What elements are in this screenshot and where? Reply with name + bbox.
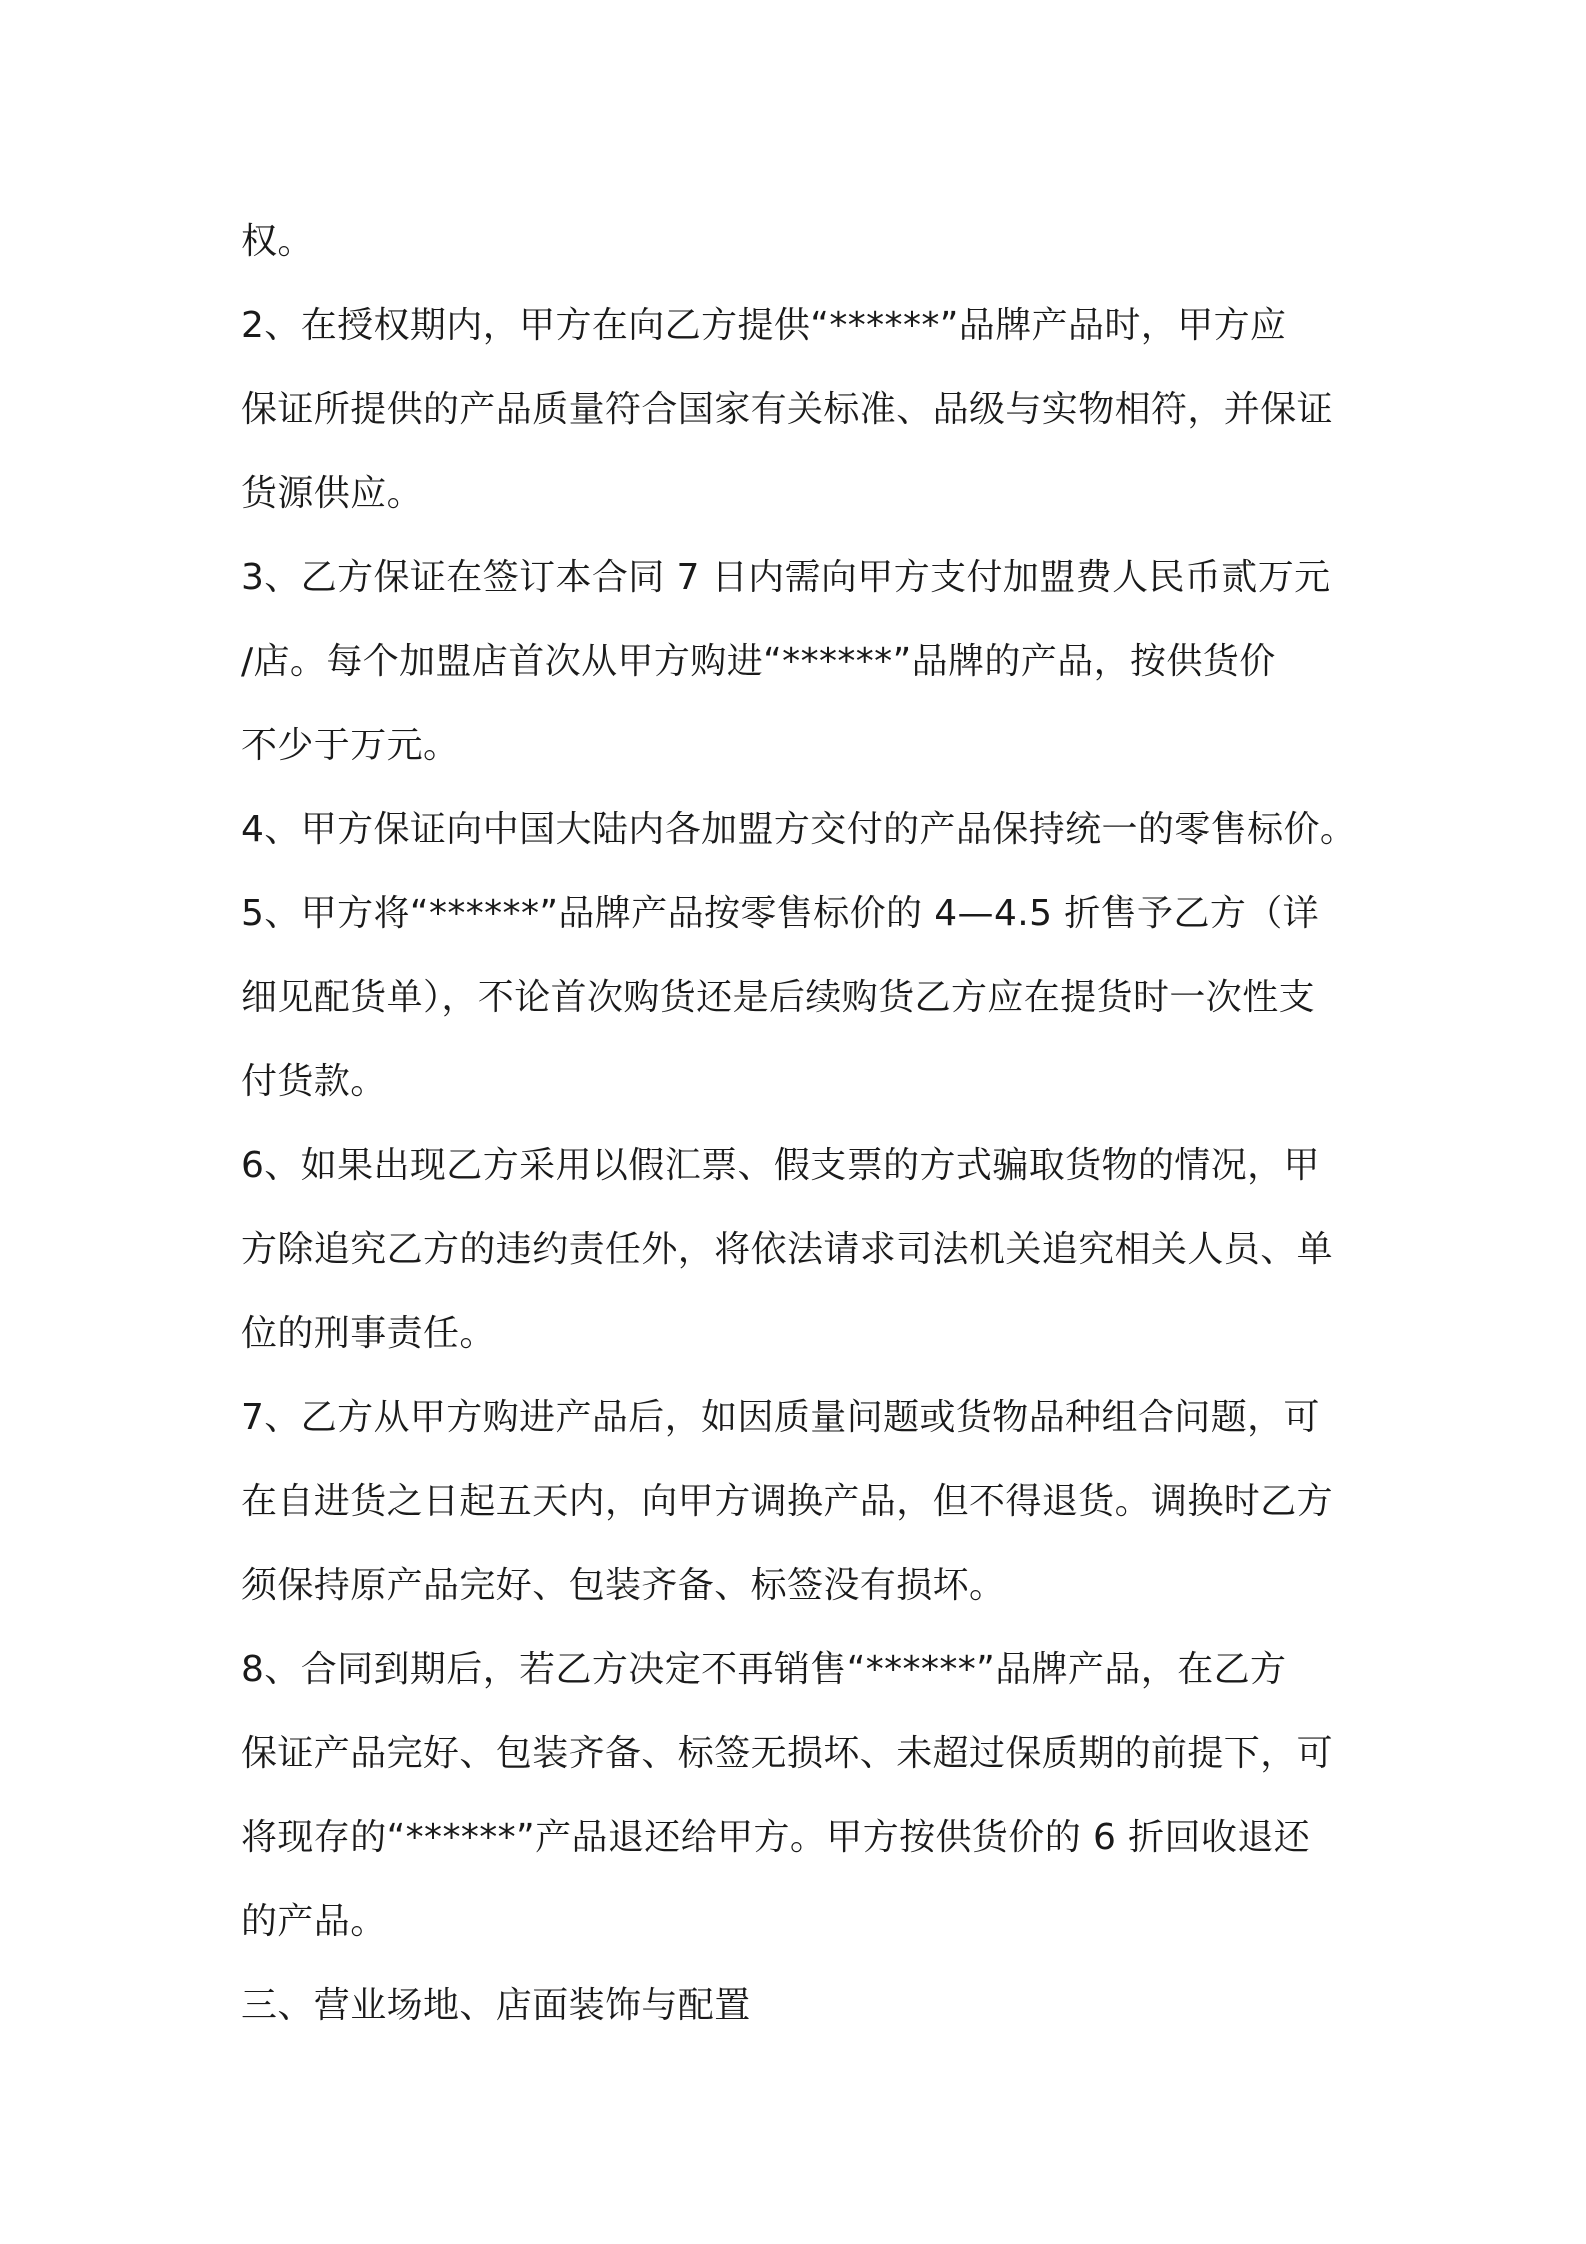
clause-5-line-1: 5、甲方将“******”品牌产品按零售标价的 4—4.5 折售予乙方（详 <box>241 893 1320 934</box>
clause-3-line-3: 不少于万元。 <box>241 725 460 766</box>
clause-2-line-1: 2、在授权期内，甲方在向乙方提供“******”品牌产品时，甲方应 <box>241 305 1287 346</box>
clause-5-line-3: 付货款。 <box>241 1061 387 1102</box>
clause-7-line-3: 须保持原产品完好、包装齐备、标签没有损坏。 <box>241 1565 1006 1606</box>
clause-8-line-1: 8、合同到期后，若乙方决定不再销售“******”品牌产品，在乙方 <box>241 1649 1287 1690</box>
clause-6-line-2: 方除追究乙方的违约责任外，将依法请求司法机关追究相关人员、单 <box>241 1229 1334 1270</box>
clause-2-line-2: 保证所提供的产品质量符合国家有关标准、品级与实物相符，并保证 <box>241 389 1334 430</box>
clause-4-line-1: 4、甲方保证向中国大陆内各加盟方交付的产品保持统一的零售标价。 <box>241 809 1357 850</box>
text-line: 权。 <box>241 221 314 262</box>
clause-7-line-2: 在自进货之日起五天内，向甲方调换产品，但不得退货。调换时乙方 <box>241 1481 1334 1522</box>
clause-3-line-1: 3、乙方保证在签订本合同 7 日内需向甲方支付加盟费人民币贰万元 <box>241 557 1331 598</box>
clause-8-line-3: 将现存的“******”产品退还给甲方。甲方按供货价的 6 折回收退还 <box>241 1817 1311 1858</box>
clause-6-line-3: 位的刑事责任。 <box>241 1313 496 1354</box>
clause-7-line-1: 7、乙方从甲方购进产品后，如因质量问题或货物品种组合问题，可 <box>241 1397 1320 1438</box>
contract-body <box>241 200 1357 2048</box>
clause-5-line-2: 细见配货单），不论首次购货还是后续购货乙方应在提货时一次性支 <box>241 977 1316 1018</box>
section-heading-3: 三、营业场地、店面装饰与配置 <box>241 1985 751 2026</box>
clause-8-line-4: 的产品。 <box>241 1901 387 1942</box>
clause-2-line-3: 货源供应。 <box>241 473 424 514</box>
clause-8-line-2: 保证产品完好、包装齐备、标签无损坏、未超过保质期的前提下，可 <box>241 1733 1334 1774</box>
clause-6-line-1: 6、如果出现乙方采用以假汇票、假支票的方式骗取货物的情况，甲 <box>241 1145 1320 1186</box>
clause-3-line-2: /店。每个加盟店首次从甲方购进“******”品牌的产品，按供货价 <box>241 641 1276 682</box>
